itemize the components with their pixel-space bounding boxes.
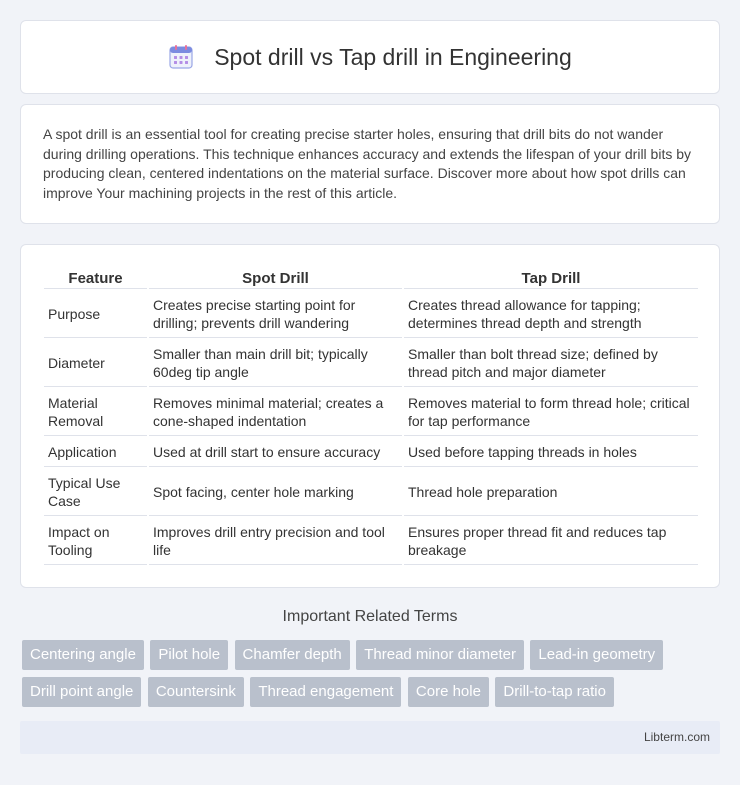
- table-row: [44, 389, 698, 436]
- row-feature: Purpose: [44, 291, 147, 338]
- comparison-card: [20, 244, 720, 588]
- related-term-tag[interactable]: Thread minor diameter: [356, 640, 524, 670]
- related-term-tag[interactable]: Core hole: [408, 677, 489, 707]
- header-tap-drill: Tap Drill: [404, 267, 698, 289]
- row-spot-drill: Creates precise starting point for drilling; prevents drill wandering: [149, 291, 402, 338]
- related-term-tag[interactable]: Drill-to-tap ratio: [495, 677, 614, 707]
- table-header-row: [44, 267, 698, 289]
- related-terms-title: Important Related Terms: [282, 608, 458, 625]
- table-row: [44, 469, 698, 516]
- row-spot-drill: Used at drill start to ensure accuracy: [149, 438, 402, 467]
- row-feature: Material Removal: [44, 389, 147, 436]
- related-term-tag[interactable]: Pilot hole: [150, 640, 228, 670]
- related-term-tag[interactable]: Lead-in geometry: [530, 640, 663, 670]
- row-feature: Application: [44, 438, 147, 467]
- row-spot-drill: Spot facing, center hole marking: [149, 469, 402, 516]
- row-tap-drill: Ensures proper thread fit and reduces tap breakage: [404, 518, 698, 565]
- related-terms-list: [22, 640, 722, 714]
- row-tap-drill: Smaller than bolt thread size; defined by thread pitch and major diameter: [404, 340, 698, 387]
- page-title: Spot drill vs Tap drill in Engineering: [214, 43, 572, 70]
- related-term-tag[interactable]: Chamfer depth: [235, 640, 350, 670]
- row-tap-drill: Removes material to form thread hole; critical for tap performance: [404, 389, 698, 436]
- title-card: [20, 20, 720, 94]
- footer-site-link[interactable]: Libterm.com: [643, 730, 710, 744]
- row-tap-drill: Thread hole preparation: [404, 469, 698, 516]
- row-spot-drill: Removes minimal material; creates a cone-shaped indentation: [149, 389, 402, 436]
- row-spot-drill: Smaller than main drill bit; typically 60deg tip angle: [149, 340, 402, 387]
- table-row: [44, 340, 698, 387]
- intro-text: A spot drill is an essential tool for creating precise starter holes, ensuring that drill bits do not wander during drilling operations. This technique enhances accuracy and extends the lifespan of your drill bits by producing clean, centered indentations on the material surface. Discover more about how spot drills can improve Your machining projects in the rest of this article.: [43, 126, 692, 201]
- calendar-icon: [168, 44, 194, 70]
- table-row: [44, 291, 698, 338]
- row-tap-drill: Creates thread allowance for tapping; determines thread depth and strength: [404, 291, 698, 338]
- row-spot-drill: Improves drill entry precision and tool life: [149, 518, 402, 565]
- row-feature: Diameter: [44, 340, 147, 387]
- comparison-table: [42, 265, 700, 567]
- footer: [20, 721, 720, 754]
- related-term-tag[interactable]: Countersink: [148, 677, 244, 707]
- intro-card: [20, 104, 720, 224]
- table-row: [44, 518, 698, 565]
- row-feature: Typical Use Case: [44, 469, 147, 516]
- row-feature: Impact on Tooling: [44, 518, 147, 565]
- header-spot-drill: Spot Drill: [149, 267, 402, 289]
- table-row: [44, 438, 698, 467]
- related-term-tag[interactable]: Thread engagement: [250, 677, 401, 707]
- header-feature: Feature: [44, 267, 147, 289]
- related-term-tag[interactable]: Drill point angle: [22, 677, 141, 707]
- related-term-tag[interactable]: Centering angle: [22, 640, 144, 670]
- row-tap-drill: Used before tapping threads in holes: [404, 438, 698, 467]
